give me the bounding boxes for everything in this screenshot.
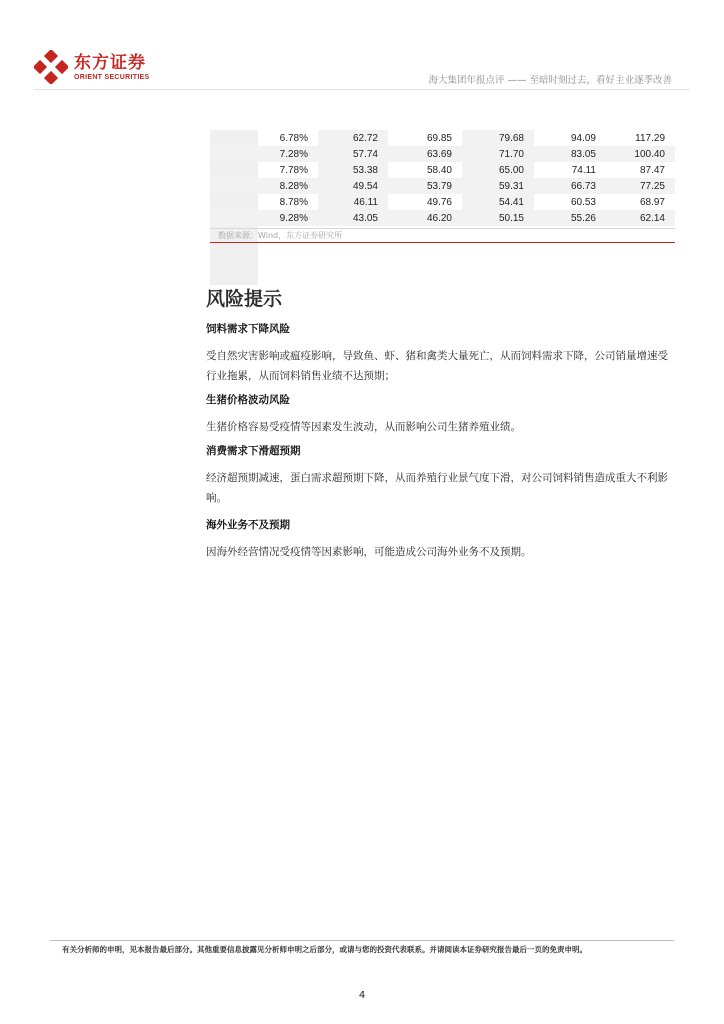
risk-item-title: 海外业务不及预期 [206,519,290,531]
table-cell: 8.78% [279,196,308,208]
table-row [210,194,675,210]
page-number: 4 [358,990,366,1001]
table-cell: 66.73 [534,178,606,194]
footer-divider [50,940,674,941]
header-divider [34,89,690,90]
table-cell: 53.79 [388,178,462,194]
table-row [210,130,675,146]
table-cell: 60.53 [570,196,596,208]
table-cell: 62.14 [606,210,675,226]
table-cell: 55.26 [534,210,606,226]
report-title: 海大集团年报点评 —— 至暗时刻过去，看好主业逐季改善 [428,75,672,86]
table-row [210,162,675,178]
table-cell: 94.09 [570,132,596,144]
table-row [210,178,675,194]
risk-item-body: 经济超预期减速，蛋白需求超预期下降，从而养殖行业景气度下滑，对公司饲料销售造成重大不利影响。 [206,472,668,504]
risk-item-body: 生猪价格容易受疫情等因素发生波动，从而影响公司生猪养殖业绩。 [206,421,521,433]
risk-item-title: 饲料需求下降风险 [206,323,290,335]
risk-item [206,321,676,386]
table-cell: 65.00 [462,162,534,178]
table-cell: 77.25 [606,178,675,194]
table-cell: 7.78% [279,164,308,176]
footer-disclaimer: 有关分析师的申明，见本报告最后部分。其他重要信息披露见分析师申明之后部分，或请与您的投资代表联系。并请阅读本证券研究报告最后一页的免责申明。 [62,945,587,954]
table-cell: 58.40 [426,164,452,176]
table-row [210,210,675,226]
table-cell: 87.47 [639,164,665,176]
risk-item-body: 因海外经营情况受疫情等因素影响，可能造成公司海外业务不及预期。 [206,546,532,558]
table-cell: 54.41 [462,194,534,210]
table-cell: 9.28% [210,210,318,226]
table-cell: 100.40 [606,146,675,162]
risk-item [206,443,676,508]
table-cell: 50.15 [462,210,534,226]
orient-logo-icon [34,50,68,84]
table-cell: 49.54 [318,178,388,194]
table-cell: 46.20 [388,210,462,226]
table-cell: 7.28% [210,146,318,162]
table-cell: 49.76 [426,196,452,208]
table-cell: 83.05 [534,146,606,162]
logo-english-name: ORIENT SECURITIES [74,73,150,81]
table-row [210,146,675,162]
table-cell: 63.69 [388,146,462,162]
table-cell: 71.70 [462,146,534,162]
table-source-note: 数据来源：Wind，东方证券研究所 [210,228,675,243]
table-cell: 79.68 [462,130,534,146]
risk-item-body: 受自然灾害影响或瘟疫影响，导致鱼、虾、猪和禽类大量死亡，从而饲料需求下降，公司销量增速受行业拖累，从而饲料销售业绩不达预期； [206,350,668,382]
table-cell: 8.28% [210,178,318,194]
table-cell: 69.85 [426,132,452,144]
risk-item-title: 消费需求下滑超预期 [206,445,301,457]
risk-item [206,517,676,562]
table-cell: 59.31 [462,178,534,194]
table-cell: 57.74 [318,146,388,162]
risk-item-title: 生猪价格波动风险 [206,394,290,406]
table-cell: 43.05 [318,210,388,226]
logo-chinese-name: 东方证券 [74,52,146,73]
table-cell: 74.11 [571,164,596,176]
table-cell: 62.72 [318,130,388,146]
table-cell: 46.11 [318,194,388,210]
table-cell: 6.78% [279,132,308,144]
section-title: 风险提示 [206,288,283,310]
table-cell: 68.97 [639,196,665,208]
risk-item [206,392,676,437]
table-cell: 117.29 [635,132,665,144]
table-cell: 53.38 [318,162,388,178]
sensitivity-table [210,130,675,226]
company-logo [34,50,150,84]
